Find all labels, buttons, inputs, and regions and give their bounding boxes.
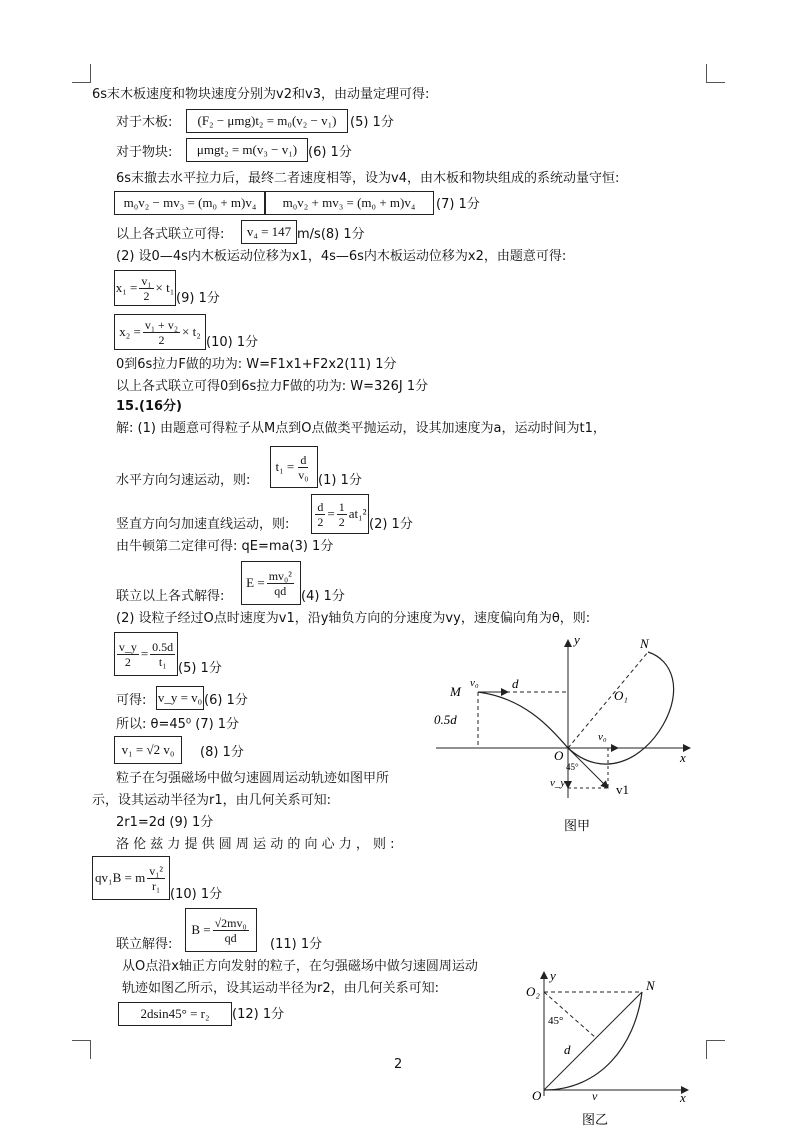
label-v0: v₀	[598, 731, 607, 743]
chord-line	[544, 992, 642, 1090]
text-line: (6) 1分	[308, 145, 352, 160]
label-v1: v1	[616, 782, 629, 797]
text-line: (1) 1分	[318, 473, 362, 488]
equation-box: μmgt₂ = m(v₃ − v₁)	[186, 138, 308, 162]
text-line: 2r1=2d (9) 1分	[116, 815, 214, 830]
equation-text: at₁²	[348, 506, 367, 521]
denominator: 2	[338, 514, 345, 529]
corner-mark-top-right	[706, 64, 725, 83]
text-line: (4) 1分	[301, 589, 345, 604]
fraction	[213, 916, 249, 945]
text-line: 对于木板:	[116, 115, 173, 130]
text-line: (12) 1分	[232, 1007, 285, 1022]
text-line: (5) 1分	[350, 115, 394, 130]
figure-caption: 图乙	[582, 1112, 609, 1127]
text-line: (10) 1分	[170, 887, 223, 902]
denominator: r₁	[151, 878, 161, 893]
denominator: qd	[274, 583, 287, 598]
equation-box: m₀v₂ − mv₃ = (m₀ + m)v₄	[114, 191, 266, 215]
equation-box	[114, 270, 176, 306]
fraction	[267, 569, 294, 598]
equation-text: × t₂	[182, 324, 201, 339]
fraction	[139, 274, 153, 303]
equation-box	[114, 632, 178, 676]
equation-text: qv₁B = m	[95, 870, 146, 885]
text-line: 从O点沿x轴正方向发射的粒子，在匀强磁场中做匀速圆周运动	[122, 959, 478, 974]
equation-text: =	[327, 506, 335, 521]
text-line: (11) 1分	[270, 937, 323, 952]
text-line: 水平方向匀速运动，则:	[116, 473, 251, 488]
text-line: m/s(8) 1分	[297, 227, 365, 242]
fraction	[337, 500, 347, 529]
label-v: v	[592, 1089, 598, 1103]
equation-box	[92, 856, 170, 900]
denominator: v₀	[298, 467, 309, 482]
label-vy: v_y	[550, 777, 566, 789]
text-line: 所以: θ=45⁰ (7) 1分	[116, 717, 240, 732]
label-N: N	[646, 978, 655, 993]
numerator: 0.5d	[152, 639, 174, 654]
text-line: (9) 1分	[176, 291, 220, 306]
equation-box: 2dsin45° = r₂	[118, 1002, 232, 1026]
numerator: d	[317, 499, 324, 514]
dashed-line	[568, 652, 648, 748]
equation-text: E =	[246, 575, 265, 590]
equation-box: v_y = v₀	[156, 686, 204, 710]
text-line: 6s末木板速度和物块速度分别为v2和v3，由动量定理可得:	[92, 87, 430, 102]
numerator: v₁	[141, 273, 152, 288]
equation-text: x₁ =	[115, 280, 138, 295]
numerator: v₁²	[149, 863, 163, 878]
fraction	[296, 453, 310, 482]
text-line: 0到6s拉力F做的功为: W=F1x1+F2x2(11) 1分	[116, 357, 397, 372]
text-line: 由牛顿第二定律可得: qE=ma(3) 1分	[116, 539, 334, 554]
label-d: d	[512, 676, 519, 691]
label-O1: O₁	[614, 688, 628, 703]
label-45deg: 45°	[548, 1015, 564, 1027]
text-line: 联立解得:	[116, 937, 173, 952]
label-y: y	[550, 968, 556, 983]
text-line: (7) 1分	[436, 197, 480, 212]
corner-mark-bottom-left	[72, 1040, 91, 1059]
equation-text: =	[140, 646, 149, 661]
numerator: v₁ + v₂	[144, 317, 179, 332]
equation-box: (F₂ − μmg)t₂ = m₀(v₂ − v₁)	[186, 109, 348, 133]
numerator: d	[300, 452, 307, 467]
label-N: N	[640, 636, 649, 651]
corner-mark-top-left	[72, 64, 91, 83]
fraction	[147, 864, 165, 893]
fraction	[150, 640, 175, 669]
text-line: (8) 1分	[200, 745, 244, 760]
text-line: (6) 1分	[204, 693, 248, 708]
text-line: (2) 设粒子经过O点时速度为v1，沿y轴负方向的分速度为vy，速度偏向角为θ，则:	[116, 611, 591, 626]
figure-caption: 图甲	[564, 818, 591, 833]
trajectory-curve	[478, 692, 568, 748]
equation-box	[241, 561, 301, 605]
numerator: √2mv₀	[214, 915, 247, 930]
text-line: (10) 1分	[206, 335, 259, 350]
text-line: 联立以上各式解得:	[116, 589, 225, 604]
label-d: d	[564, 1042, 571, 1057]
equation-box	[270, 446, 318, 488]
corner-mark-bottom-right	[706, 1040, 725, 1059]
numerator: 1	[338, 499, 345, 514]
text-line: 示，设其运动半径为r1，由几何关系可知:	[92, 793, 331, 808]
label-M: M	[450, 684, 461, 699]
text-line: 以上各式联立可得0到6s拉力F做的功为: W=326J 1分	[116, 379, 429, 394]
label-v0: v₀	[470, 677, 479, 689]
text-line: (2) 设0—4s内木板运动位移为x1，4s—6s内木板运动位移为x2，由题意可得:	[116, 249, 567, 264]
circular-arc	[568, 652, 674, 764]
figure-yi	[520, 966, 700, 1130]
numerator: mv₀²	[268, 568, 292, 583]
denominator: 2	[143, 288, 150, 303]
text-line: (5) 1分	[178, 661, 222, 676]
label-O: O	[532, 1088, 542, 1103]
fraction	[143, 318, 180, 347]
page-number: 2	[394, 1057, 403, 1072]
equation-text: × t₁	[155, 280, 175, 295]
numerator: v_y	[118, 639, 137, 654]
figure-jia	[428, 630, 708, 840]
text-line: 竖直方向匀加速直线运动，则:	[116, 517, 290, 532]
equation-text: B =	[191, 922, 211, 937]
text-line: 15.(16分)	[116, 399, 183, 414]
label-x: x	[680, 750, 686, 765]
text-line: 对于物块:	[116, 145, 173, 160]
equation-text: x₂ =	[119, 324, 141, 339]
text-line: 解: (1) 由题意可得粒子从M点到O点做类平抛运动，设其加速度为a，运动时间为t1，	[116, 421, 606, 436]
denominator: 2	[158, 332, 165, 347]
equation-box	[114, 314, 206, 350]
fraction	[117, 640, 139, 669]
equation-box: v₁ = √2 v₀	[114, 736, 182, 764]
label-O2: O₂	[526, 984, 540, 999]
label-y: y	[574, 632, 580, 647]
text-line: 轨迹如图乙所示，设其运动半径为r2，由几何关系可知:	[122, 981, 439, 996]
denominator: t₁	[158, 654, 167, 669]
equation-box: v₄ = 147	[241, 220, 297, 244]
equation-box	[185, 908, 257, 952]
equation-box	[311, 494, 369, 534]
denominator: 2	[124, 654, 131, 669]
fraction	[315, 500, 325, 529]
label-45deg: 45°	[566, 762, 579, 772]
label-0-5d: 0.5d	[434, 712, 457, 727]
label-O: O	[554, 748, 564, 763]
equation-text: t₁ =	[275, 459, 295, 474]
equation-box: m₀v₂ + mv₃ = (m₀ + m)v₄	[264, 191, 434, 215]
label-x: x	[680, 1090, 686, 1105]
text-line: 粒子在匀强磁场中做匀速圆周运动轨迹如图甲所	[116, 771, 390, 786]
text-line: 洛 伦 兹 力 提 供 圆 周 运 动 的 向 心 力 ， 则 :	[116, 837, 395, 852]
denominator: 2	[317, 514, 324, 529]
text-line: (2) 1分	[369, 517, 413, 532]
text-line: 6s末撤去水平拉力后，最终二者速度相等，设为v4，由木板和物块组成的系统动量守恒:	[116, 171, 620, 186]
text-line: 可得:	[116, 693, 147, 708]
text-line: 以上各式联立可得:	[116, 227, 225, 242]
denominator: qd	[224, 930, 237, 945]
